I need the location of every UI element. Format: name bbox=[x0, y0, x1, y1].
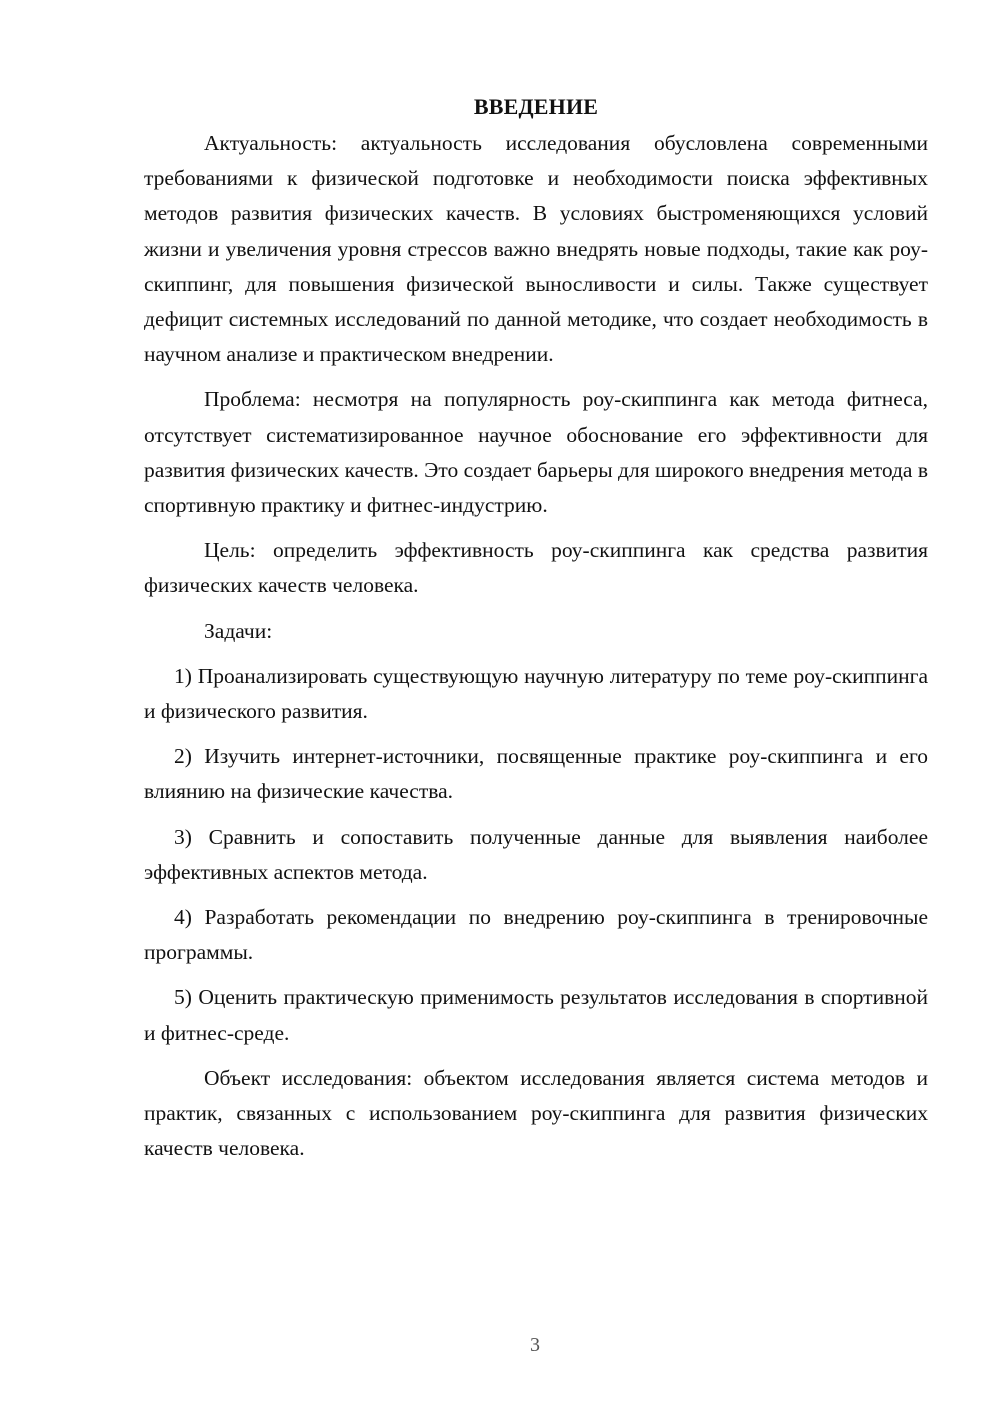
task-item-5: 5) Оценить практическую применимость результатов исследования в спортивной и фитнес-среде. bbox=[144, 985, 928, 1045]
problem-paragraph: Проблема: несмотря на популярность роу-скиппинга как метода фитнеса, отсутствует систематизированное научное обоснование его эффективности для развития физических качеств. Это создает барьеры для широкого внедрения метода в спортивную практику и фитнес-индустрию. bbox=[144, 387, 928, 518]
section-title: ВВЕДЕНИЕ bbox=[473, 94, 599, 119]
page-number: 3 bbox=[530, 1334, 540, 1356]
tasks-heading: Задачи: bbox=[204, 618, 273, 643]
task-item-3: 3) Сравнить и сопоставить полученные данные для выявления наиболее эффективных аспектов метода. bbox=[144, 824, 928, 884]
task-item-2: 2) Изучить интернет-источники, посвященные практике роу-скиппинга и его влиянию на физические качества. bbox=[144, 744, 928, 804]
task-item-1: 1) Проанализировать существующую научную литературу по теме роу-скиппинга и физического развития. bbox=[144, 663, 928, 724]
relevance-paragraph: Актуальность: актуальность исследования обусловлена современными требованиями к физической подготовке и необходимости поиска эффективных методов развития физических качеств. В условиях быстроменяющихся условий жизни и увеличения уровня стрессов важно внедрять новые подходы, такие как роу-скиппинг, для повышения физической выносливости и силы. Также существует дефицит системных исследований по данной методике, что создает необходимость в научном анализе и практическом внедрении. bbox=[144, 131, 928, 367]
document-page bbox=[144, 92, 928, 1166]
goal-paragraph: Цель: определить эффективность роу-скиппинга как средства развития физических качеств человека. bbox=[144, 538, 928, 598]
object-paragraph: Объект исследования: объектом исследования является система методов и практик, связанных с использованием роу-скиппинга для развития физических качеств человека. bbox=[144, 1065, 928, 1161]
task-item-4: 4) Разработать рекомендации по внедрению роу-скиппинга в тренировочные программы. bbox=[144, 905, 928, 965]
